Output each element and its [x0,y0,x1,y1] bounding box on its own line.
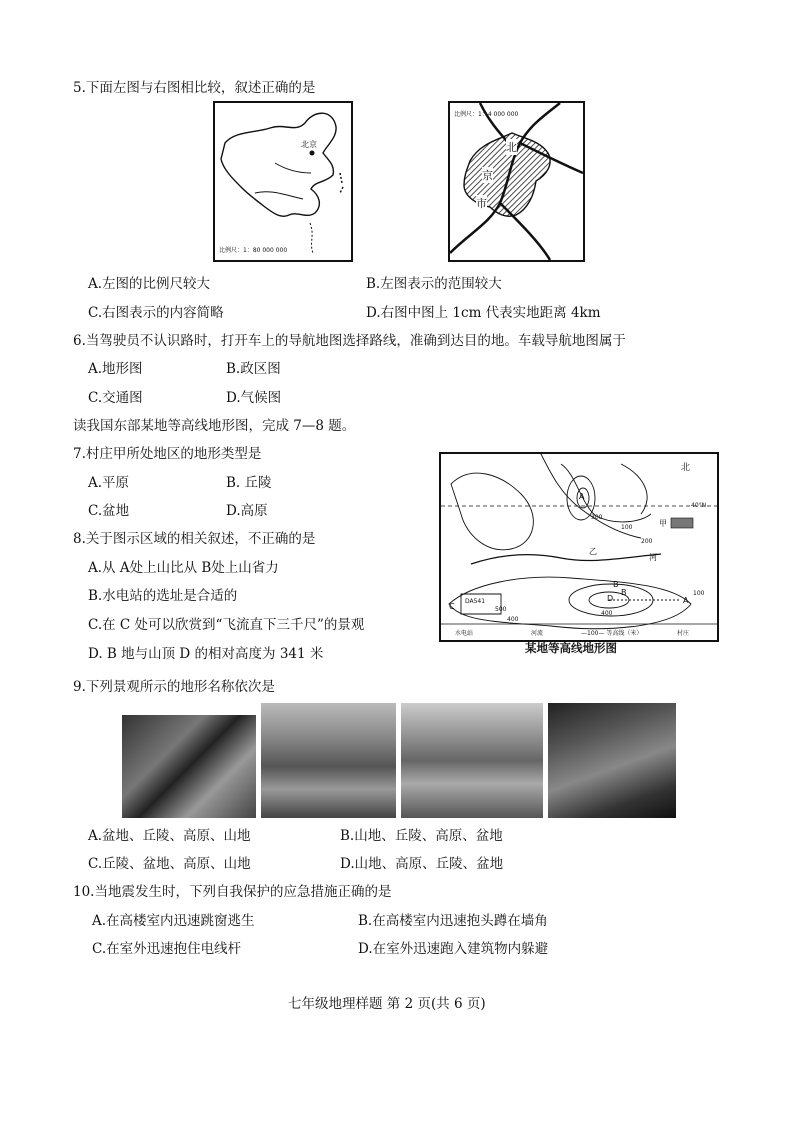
q8-stem: 8.关于图示区域的相关叙述，不正确的是 [73,531,316,547]
legend-item-2: 河流 [531,630,544,637]
contour-map-caption: 某地等高线地形图 [525,641,617,655]
point-a-lower: A [683,596,689,605]
q5-right-map [448,101,585,262]
q9-option-d[interactable]: D.山地、高原、丘陵、盆地 [340,856,504,872]
legend-item-1: 水电站 [455,630,474,637]
landscape-photo-2 [261,703,396,818]
q7-stem: 7.村庄甲所处地区的地形类型是 [73,446,262,462]
landscape-photo-4 [548,703,676,818]
right-map-char-2: 京 [482,169,493,182]
q10-stem: 10.当地震发生时，下列自我保护的应急措施正确的是 [73,884,392,900]
legend-item-4: 村庄 [677,630,690,637]
q8-option-b[interactable]: B.水电站的选址是合适的 [88,588,238,604]
point-d: D [607,594,614,603]
point-b: B [613,580,619,589]
q10-option-d[interactable]: D.在室外迅速跑入建筑物内躲避 [358,941,549,957]
left-map-scale: 比例尺：1：80 000 000 [219,247,288,254]
contour-label-6: 400 [601,610,613,617]
q6-option-d[interactable]: D.气候图 [226,390,282,406]
right-map-char-3: 市 [476,197,487,210]
point-b-lower: B [621,588,627,597]
contour-label-1: 300 [591,514,603,521]
q6-option-c[interactable]: C.交通图 [88,390,143,406]
right-map-char-1: 北 [506,141,517,154]
q7-option-c[interactable]: C.盆地 [88,503,130,519]
legend-item-3: —100— 等高线（米） [581,630,643,637]
village-label: 甲 [659,519,667,528]
q8-option-a[interactable]: A.从 A处上山比从 B处上山省力 [88,560,279,576]
q5-option-b[interactable]: B.左图表示的范围较大 [366,276,502,292]
q5-left-map [213,101,353,262]
north-label: 北 [681,463,691,473]
contour-label-2: 100 [621,524,633,531]
q9-stem: 9.下列景观所示的地形名称依次是 [73,679,275,695]
river-label: 河 [649,553,657,562]
q10-option-c[interactable]: C.在室外迅速抱住电线杆 [92,941,242,957]
beijing-region-map [450,103,583,260]
q7-option-d[interactable]: D.高原 [226,503,268,519]
right-map-scale: 比例尺：1：4 000 000 [454,111,519,118]
q8-option-c[interactable]: C.在 C 处可以欣赏到“飞流直下三千尺”的景观 [88,617,365,633]
q5-stem: 5.下面左图与右图相比较，叙述正确的是 [73,80,316,96]
q5-option-a[interactable]: A.左图的比例尺较大 [88,276,211,292]
contour-lines [441,454,717,640]
point-c: C [449,602,455,611]
q9-option-c[interactable]: C.丘陵、盆地、高原、山地 [88,856,251,872]
q9-option-b[interactable]: B.山地、丘陵、高原、盆地 [340,828,503,844]
q6-stem: 6.当驾驶员不认识路时，打开车上的导航地图选择路线，准确到达目的地。车载导航地图属于 [73,333,626,349]
q7-option-b[interactable]: B. 丘陵 [226,475,272,491]
q8-option-d[interactable]: D. B 地与山顶 D 的相对高度为 341 米 [88,646,324,662]
village-b-label: 乙 [589,547,597,556]
q10-option-b[interactable]: B.在高楼室内迅速抱头蹲在墙角 [358,913,548,929]
landscape-photo-3 [401,703,543,818]
intro-7-8: 读我国东部某地等高线地形图，完成 7—8 题。 [73,418,356,434]
left-map-city: 北京 [301,140,317,149]
contour-label-5: 400 [507,616,519,623]
contour-label-4: 500 [495,606,507,613]
point-a-upper: A [579,492,585,501]
page-footer: 七年级地理样题 第 2 页(共 6 页) [288,996,486,1012]
q5-option-c[interactable]: C.右图表示的内容简略 [88,305,224,321]
q5-option-d[interactable]: D.右图中图上 1cm 代表实地距离 4km [366,305,601,321]
china-outline-map [215,103,351,260]
contour-label-7: 100 [693,590,705,597]
landscape-photo-1 [122,715,256,818]
q9-option-a[interactable]: A.盆地、丘陵、高原、山地 [88,828,251,844]
q7-option-a[interactable]: A.平原 [88,475,130,491]
peak-label: DA541 [465,598,486,605]
latitude-label: 40°N [691,502,707,509]
q6-option-b[interactable]: B.政区图 [226,361,281,377]
contour-map [439,452,719,642]
q6-option-a[interactable]: A.地形图 [88,361,143,377]
contour-label-3: 200 [641,538,653,545]
q10-option-a[interactable]: A.在高楼室内迅速跳窗逃生 [92,913,255,929]
